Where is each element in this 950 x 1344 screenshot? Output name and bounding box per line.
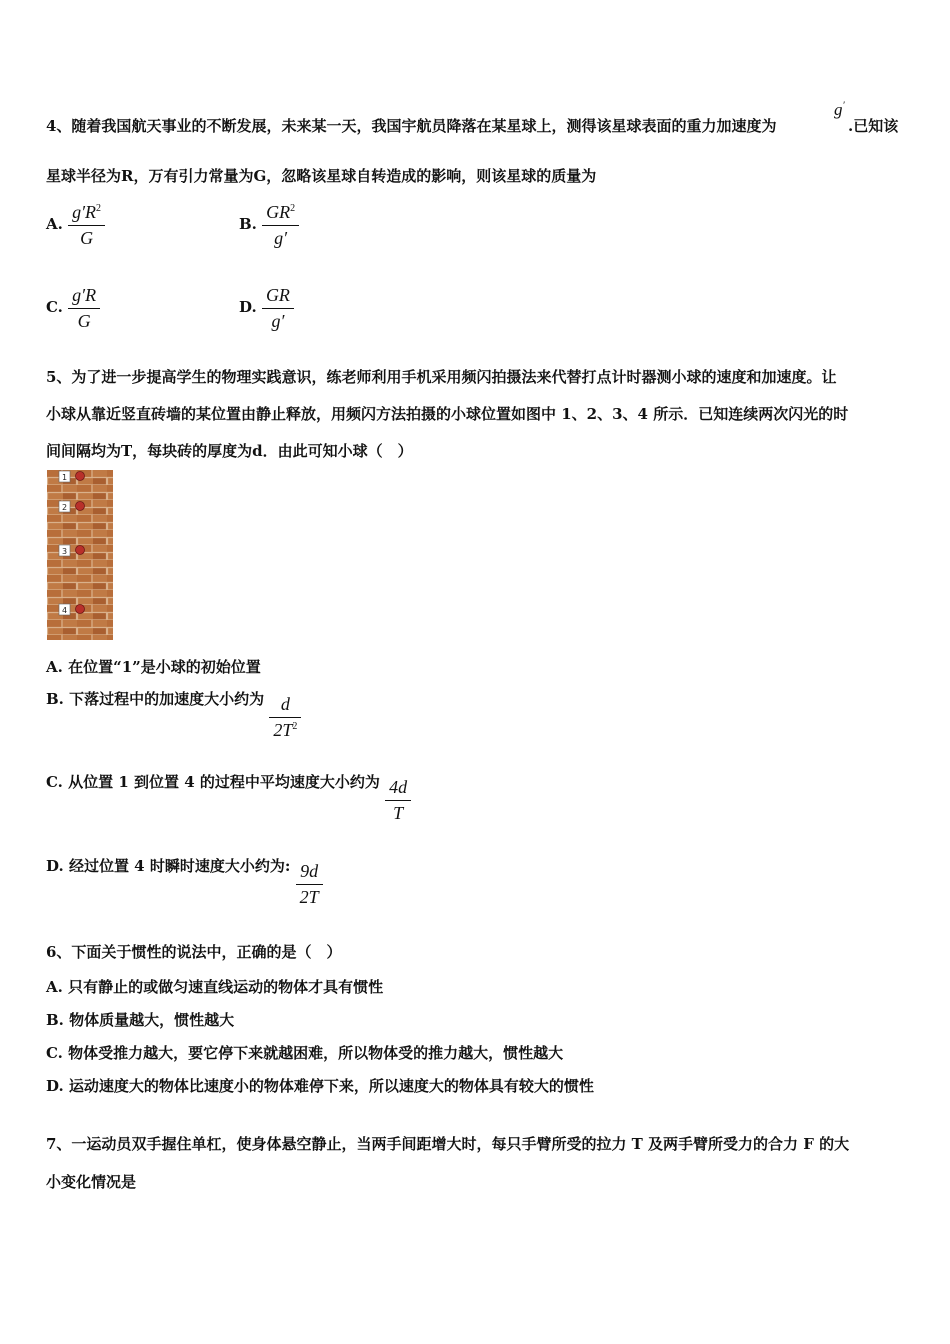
q4-stem-line1 bbox=[46, 115, 776, 136]
q4-stem-line2: 星球半径为R，万有引力常量为G，忽略该星球自转造成的影响，则该星球的质量为 bbox=[46, 167, 597, 185]
q5-option-b-fraction: $\frac{d}{2T^2}$ bbox=[269, 694, 301, 740]
q5-option-c[interactable] bbox=[46, 771, 411, 823]
option-label: D. bbox=[239, 298, 257, 317]
option-text: 下落过程中的加速度大小约为 bbox=[69, 690, 265, 708]
q5-stem-line2: 小球从靠近竖直砖墙的某位置由静止释放，用频闪方法拍摄的小球位置如图中 1、2、3、4 所示．已知连续两次闪光的时 bbox=[46, 405, 849, 423]
ball-position-3 bbox=[76, 546, 85, 555]
q4-stem-line1-tail: .已知该 bbox=[848, 117, 899, 135]
q4-option-b[interactable] bbox=[239, 202, 299, 248]
position-label-1: 1 bbox=[61, 473, 68, 482]
q5-stem-line3: 间间隔均为T，每块砖的厚度为d．由此可知小球（ ） bbox=[46, 442, 413, 460]
q4-option-a[interactable] bbox=[46, 202, 105, 248]
option-text: 经过位置 4 时瞬时速度大小约为: bbox=[68, 857, 291, 875]
q4-option-b-fraction: $\frac{GR^2}{g'}$ bbox=[262, 202, 299, 248]
option-label: B. bbox=[239, 215, 257, 234]
q4-option-c-fraction: $\frac{g'R}{G}$ bbox=[68, 285, 100, 331]
q4-option-d-fraction: $\frac{GR}{g'}$ bbox=[262, 285, 294, 331]
option-label: A. bbox=[46, 215, 63, 234]
q7-stem-line2: 小变化情况是 bbox=[46, 1173, 137, 1191]
q5-option-d-fraction: $\frac{9d}{2T}$ bbox=[296, 861, 323, 907]
q6-option-a[interactable]: A. 只有静止的或做匀速直线运动的物体才具有惯性 bbox=[46, 978, 384, 996]
option-label: B. bbox=[46, 690, 64, 708]
q6-stem: 6、下面关于惯性的说法中，正确的是（ ） bbox=[46, 943, 342, 961]
q6-option-d[interactable]: D. 运动速度大的物体比速度小的物体难停下来，所以速度大的物体具有较大的惯性 bbox=[46, 1077, 594, 1095]
brick-wall-strobe-photo bbox=[47, 470, 113, 640]
q5-option-d[interactable] bbox=[46, 855, 323, 907]
position-label-2: 2 bbox=[61, 503, 68, 512]
q4-option-c[interactable] bbox=[46, 285, 100, 331]
option-text: 从位置 1 到位置 4 的过程中平均速度大小约为 bbox=[68, 773, 380, 791]
option-label: C. bbox=[46, 298, 63, 317]
option-text: 在位置“1”是小球的初始位置 bbox=[68, 658, 261, 676]
brick-wall bbox=[47, 470, 113, 640]
q4-option-a-fraction: $\frac{g'R^2}{G}$ bbox=[68, 202, 105, 248]
q4-option-d[interactable] bbox=[239, 285, 294, 331]
position-label-3: 3 bbox=[61, 547, 68, 556]
position-label-4: 4 bbox=[61, 606, 68, 615]
ball-position-2 bbox=[76, 502, 85, 511]
option-label: A. bbox=[46, 658, 63, 676]
option-label: C. bbox=[46, 773, 63, 791]
q5-stem-line1: 5、为了进一步提高学生的物理实践意识，练老师利用手机采用频闪拍摄法来代替打点计时器测小球的速度和加速度。让 bbox=[46, 368, 837, 386]
q6-option-c[interactable]: C. 物体受推力越大，要它停下来就越困难，所以物体受的推力越大，惯性越大 bbox=[46, 1044, 564, 1062]
q5-option-a[interactable] bbox=[46, 656, 261, 677]
q5-option-c-fraction: $\frac{4d}{T}$ bbox=[385, 777, 411, 823]
option-label: D. bbox=[46, 857, 64, 875]
q4-g-prime-symbol: g′ bbox=[834, 100, 845, 119]
q6-option-b[interactable]: B. 物体质量越大，惯性越大 bbox=[46, 1011, 235, 1029]
q7-stem-line1: 7、一运动员双手握住单杠，使身体悬空静止，当两手间距增大时，每只手臂所受的拉力 T 及两手臂所受力的合力 F 的大 bbox=[46, 1135, 850, 1153]
q4-stem-text: 4、随着我国航天事业的不断发展，未来某一天，我国宇航员降落在某星球上，测得该星球表面的重力加速度为 bbox=[46, 117, 777, 135]
ball-position-4 bbox=[76, 605, 85, 614]
q5-option-b[interactable] bbox=[46, 688, 301, 740]
ball-position-1 bbox=[76, 472, 85, 481]
